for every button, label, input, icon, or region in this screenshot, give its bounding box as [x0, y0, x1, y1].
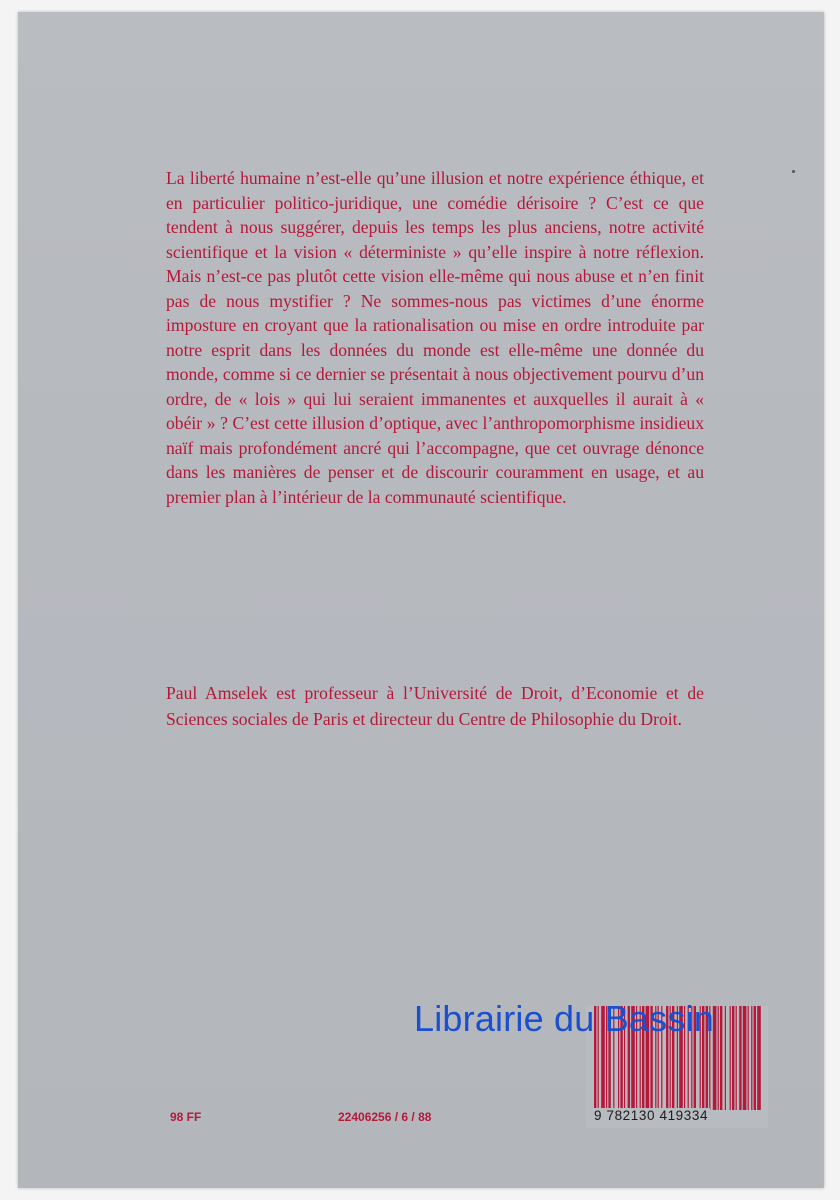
barcode-bar — [718, 1006, 719, 1110]
isbn-number: 9 782130 419334 — [594, 1108, 709, 1123]
barcode-bar — [725, 1006, 726, 1110]
author-bio: Paul Amselek est professeur à l’Université de Droit, d’Economie et de Sciences sociales de Paris et directeur du Centre de Philosophie du Droit. — [166, 683, 704, 729]
price-label: 98 FF — [170, 1110, 202, 1124]
barcode-bar — [757, 1006, 761, 1110]
barcode-bar — [739, 1006, 741, 1110]
barcode-bar — [736, 1006, 737, 1110]
barcode-bar — [751, 1006, 752, 1110]
barcode-bar — [720, 1006, 722, 1110]
catalog-code: 22406256 / 6 / 88 — [338, 1110, 432, 1124]
barcode-bar — [732, 1006, 734, 1110]
barcode-bar — [748, 1006, 749, 1110]
blurb-paragraph: La liberté humaine n’est-elle qu’une illusion et notre expérience éthique, et en particulier politico-juridique, une comédie dérisoire ? C’est ce que tendent à nous suggérer, depuis les temps les plus anciens, notre activité scientifique et la vision « déterministe » qu’elle inspire à notre réflexion. Mais n’est-ce pas plutôt cette vision elle-même qui nous abuse et n’en finit pas de nous mystifier ? Ne sommes-nous pas victimes d’une énorme imposture en croyant que la rationalisation ou mise en ordre introduite par notre esprit dans les données du monde est elle-même une donnée du monde, comme si ce dernier se présentait à nous objectivement pourvu d’un ordre, de « lois » qui lui seraient immanentes et auxquelles il aurait à « obéir » ? C’est cette illusion d’optique, avec l’anthropomorphisme insidieux naïf mais profondément ancré qui l’accompagne, que cet ouvrage dénonce dans les manières de penser et de discourir couramment en usage, et au premier plan à l’intérieur de la communauté scientifique. — [166, 168, 704, 507]
paper-speck — [792, 170, 795, 173]
barcode-bar — [730, 1006, 731, 1110]
barcode-bar — [743, 1006, 747, 1110]
barcode-bar — [754, 1006, 756, 1110]
watermark-text: Librairie du Bassin — [414, 998, 714, 1039]
